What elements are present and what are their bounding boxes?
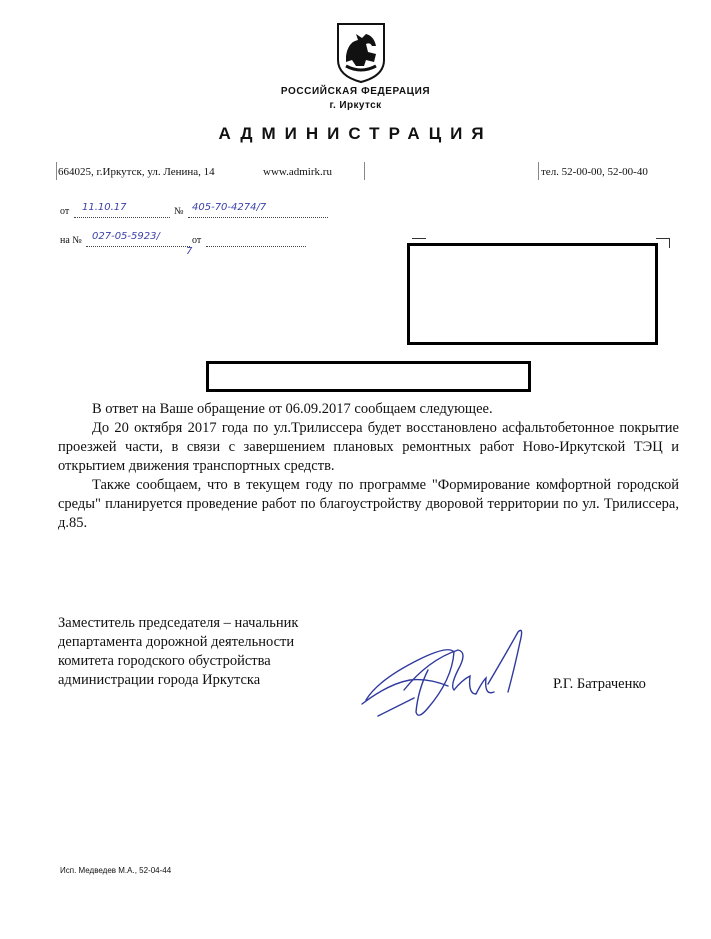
ref-reply-label: на № xyxy=(60,235,82,246)
signatory-title xyxy=(58,614,298,690)
coat-of-arms-icon xyxy=(336,22,386,84)
redacted-salutation-block xyxy=(206,361,531,392)
header-country: РОССИЙСКАЯ ФЕДЕРАЦИЯ xyxy=(280,86,431,97)
signatory-title-line: департамента дорожной деятельности xyxy=(58,634,295,650)
contact-phone: тел. 52-00-00, 52-00-40 xyxy=(541,166,648,178)
ref-date-label: от xyxy=(60,206,70,217)
header-organization: АДМИНИСТРАЦИЯ xyxy=(218,124,493,143)
ref-handwritten-mark: 7 xyxy=(186,246,193,257)
ref-reply-value: 027-05-5923/ xyxy=(92,231,160,242)
header-city: г. Иркутск xyxy=(329,100,382,111)
contact-website: www.admirk.ru xyxy=(263,166,332,178)
contact-mid-divider xyxy=(364,162,365,180)
contact-right-divider xyxy=(538,162,539,180)
redacted-recipient-block xyxy=(407,243,658,345)
body-paragraph: В ответ на Ваше обращение от 06.09.2017 сообщаем следующее. xyxy=(92,401,493,417)
ref-number-value: 405-70-4274/7 xyxy=(192,202,267,213)
body-paragraph: Также сообщаем, что в текущем году по программе "Формирование комфортной городской среды" планируется проведение работ по благоустройству дворовой территории по ул. Трилиссера, д.85. xyxy=(58,477,679,531)
ref-reply-date-line xyxy=(206,234,306,247)
executor-note: Исп. Медведев М.А., 52-04-44 xyxy=(60,866,172,875)
ref-number-label: № xyxy=(174,206,184,217)
body-paragraph: До 20 октября 2017 года по ул.Трилиссера будет восстановлено асфальтобетонное покрытие проезжей части, в связи с завершением плановых ремонтных работ Ново-Иркутской ТЭЦ и открытием движения транспортных средств. xyxy=(58,420,679,474)
recipient-corner-right xyxy=(656,238,670,248)
contact-address: 664025, г.Иркутск, ул. Ленина, 14 xyxy=(58,166,215,178)
contact-left-bracket xyxy=(56,162,57,180)
ref-date-value: 11.10.17 xyxy=(82,202,127,213)
recipient-corner-left xyxy=(412,238,426,239)
letter-body xyxy=(58,400,679,533)
signatory-title-line: администрации города Иркутска xyxy=(58,672,261,688)
signatory-title-line: комитета городского обустройства xyxy=(58,653,271,669)
ref-reply-date-label: от xyxy=(192,235,202,246)
signatory-name: Р.Г. Батраченко xyxy=(553,676,646,692)
handwritten-signature xyxy=(358,620,533,730)
signatory-title-line: Заместитель председателя – начальник xyxy=(58,615,299,631)
